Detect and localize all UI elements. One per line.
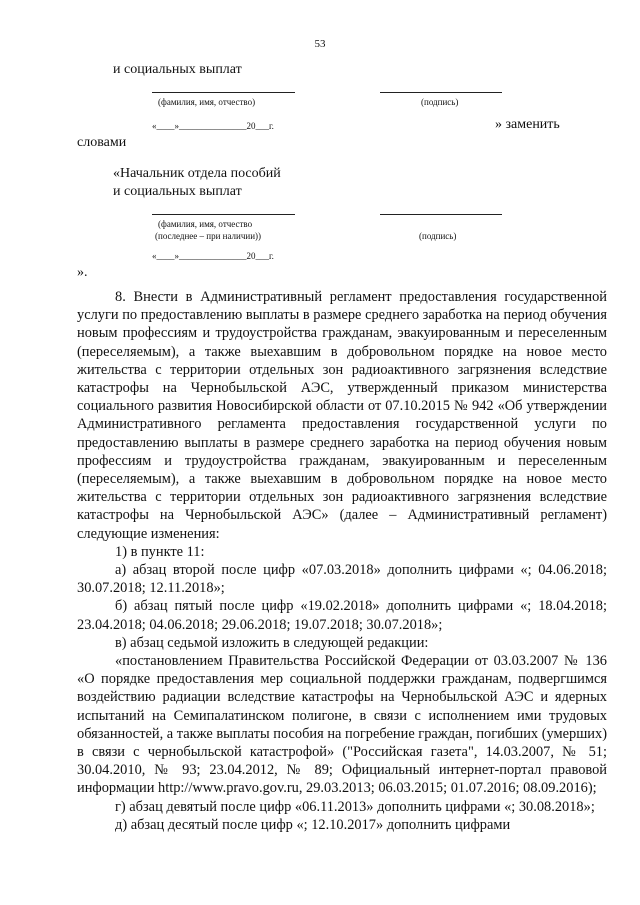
- document-body: [77, 288, 607, 834]
- quote-sign-caption: (подпись): [419, 231, 457, 241]
- fio-caption: (фамилия, имя, отчество): [158, 97, 256, 107]
- fio-underline: [152, 92, 295, 93]
- paragraph-subitem-d: д) абзац десятый после цифр «; 12.10.2017» дополнить цифрами: [115, 816, 511, 833]
- paragraph-item-8: 8. Внести в Административный регламент предоставления государственной услуги по предоставлению выплаты в размере среднего заработка на период обучения новым профессиям и трудоустройства гражданам, эвакуированным и переселенным (переселяемым), а также выехавшим в добровольном порядке на новое место жительства с территории отдельных зон радиоактивного загрязнения вследствие катастрофы на Чернобыльской АЭС, утвержденный приказом министерства социального развития Новосибирской области от 07.10.2015 № 942 «Об утверждении Административного регламента предоставления государственной услуги по предоставлению выплаты в размере среднего заработка на период обучения новым профессиям и трудоустройства гражданам, эвакуированным и переселенным (переселяемым), а также выехавшим в добровольном порядке на новое место жительства с территории отдельных зон радиоактивного загрязнения вследствие катастрофы на Чернобыльской АЭС» (далее – Административный регламент) следующие изменения:: [77, 289, 607, 542]
- words-text: словами: [77, 135, 127, 150]
- quote-position-line1: «Начальник отдела пособий: [113, 166, 281, 181]
- replace-text: » заменить: [495, 117, 560, 132]
- paragraph-subitem-a: а) абзац второй после цифр «07.03.2018» дополнить цифрами «; 04.06.2018; 30.07.2018; 12.11.2018»;: [77, 562, 607, 597]
- paragraph-quoted-text: «постановлением Правительства Российской Федерации от 03.03.2007 № 136 «О порядке предоставления мер социальной поддержки гражданам, подвергшимся воздействию радиации вследствие катастрофы на Чернобыльской АЭС и ядерных испытаний на Семипалатинском полигоне, в связи с исполнением ими трудовых обязанностей, а также выплаты пособия на погребение граждан, погибших (умерших) в связи с чернобыльской катастрофой» ("Российская газета", 14.03.2007, № 51; 30.04.2010, № 93; 23.04.2012, № 89; Официальный интернет-портал правовой информации http://www.pravo.gov.ru, 29.03.2013; 06.03.2015; 01.07.2016; 08.09.2016);: [77, 653, 607, 797]
- date-line: «____»_______________20___г.: [152, 121, 274, 131]
- quote-sign-underline: [380, 214, 502, 215]
- quote-fio-caption-1: (фамилия, имя, отчество: [158, 219, 253, 229]
- paragraph-subitem-b: б) абзац пятый после цифр «19.02.2018» дополнить цифрами «; 18.04.2018; 23.04.2018; 04.06.2018; 29.06.2018; 19.07.2018; 30.07.2018»;: [77, 598, 607, 633]
- paragraph-subitem-v: в) абзац седьмой изложить в следующей редакции:: [115, 634, 429, 651]
- position-line: и социальных выплат: [113, 62, 242, 77]
- quote-position-line2: и социальных выплат: [113, 184, 242, 199]
- paragraph-point-11: 1) в пункте 11:: [115, 543, 205, 560]
- paragraph-subitem-g: г) абзац девятый после цифр «06.11.2013» дополнить цифрами «; 30.08.2018»;: [115, 798, 595, 815]
- sign-caption: (подпись): [421, 97, 459, 107]
- quote-close: ».: [77, 265, 88, 280]
- quote-fio-underline: [152, 214, 295, 215]
- quote-date-line: «____»_______________20___г.: [152, 251, 274, 261]
- quote-fio-caption-2: (последнее – при наличии)): [155, 231, 262, 241]
- page-number: 53: [314, 38, 326, 50]
- sign-underline: [380, 92, 502, 93]
